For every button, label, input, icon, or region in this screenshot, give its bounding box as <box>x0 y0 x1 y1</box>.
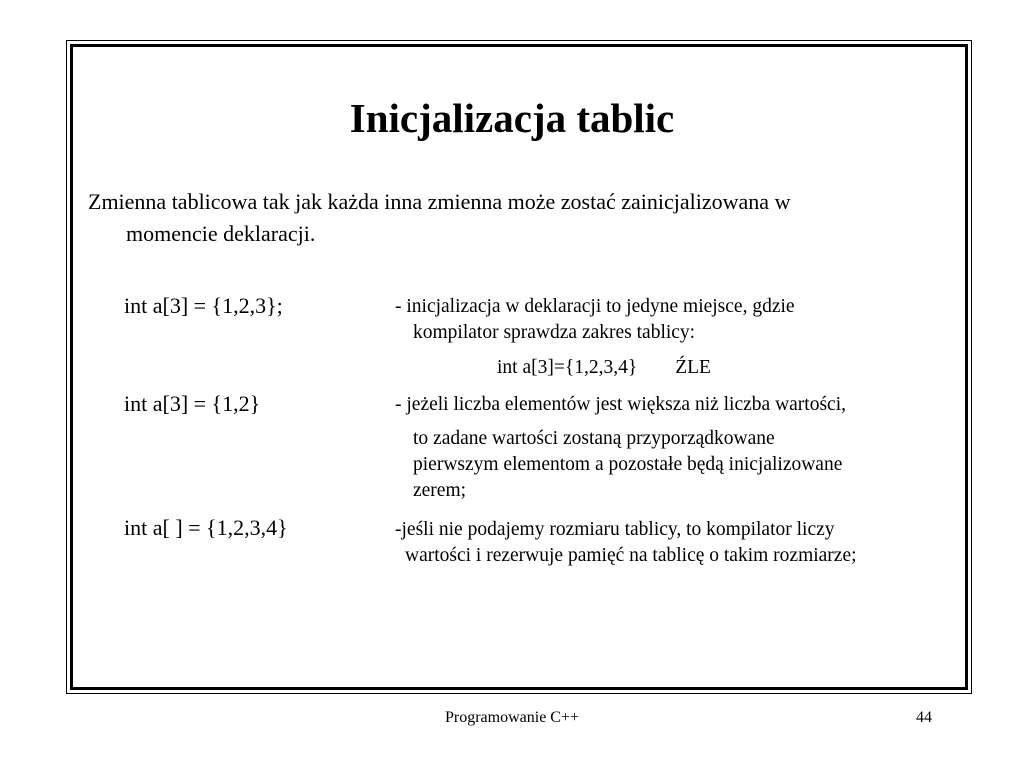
intro-line-1: Zmienna tablicowa tak jak każda inna zmienna może zostać zainicjalizowana w <box>88 189 791 214</box>
description-3-line-2: wartości i rezerwuje pamięć na tablicę o takim rozmiarze; <box>405 545 857 566</box>
page-number: 44 <box>916 709 932 726</box>
intro-line-2: momencie deklaracji. <box>126 221 316 246</box>
code-example-3: int a[ ] = {1,2,3,4} <box>124 515 288 540</box>
description-2-line-1: - jeżeli liczba elementów jest większa niż liczba wartości, <box>395 394 847 415</box>
description-1-line-2: kompilator sprawdza zakres tablicy: <box>413 322 696 343</box>
wrong-example <box>497 356 711 380</box>
description-2-line-4: zerem; <box>413 480 467 501</box>
wrong-example-label: ŹLE <box>675 357 711 378</box>
description-3-line-1: -jeśli nie podajemy rozmiaru tablicy, to kompilator liczy <box>395 519 835 540</box>
description-2 <box>395 392 846 504</box>
description-3 <box>395 517 857 569</box>
description-1 <box>395 294 795 346</box>
description-2-line-3: pierwszym elementom a pozostałe będą inicjalizowane <box>413 454 843 475</box>
footer-course-title: Programowanie C++ <box>444 709 580 726</box>
intro-paragraph <box>88 186 938 250</box>
code-example-2: int a[3] = {1,2} <box>124 391 261 416</box>
code-example-1: int a[3] = {1,2,3}; <box>124 293 283 318</box>
slide-title: Inicjalizacja tablic <box>349 95 675 141</box>
description-2-line-2: to zadane wartości zostaną przyporządkowane <box>413 428 775 449</box>
description-1-line-1: - inicjalizacja w deklaracji to jedyne miejsce, gdzie <box>395 296 795 317</box>
wrong-example-code: int a[3]={1,2,3,4} <box>497 357 638 378</box>
